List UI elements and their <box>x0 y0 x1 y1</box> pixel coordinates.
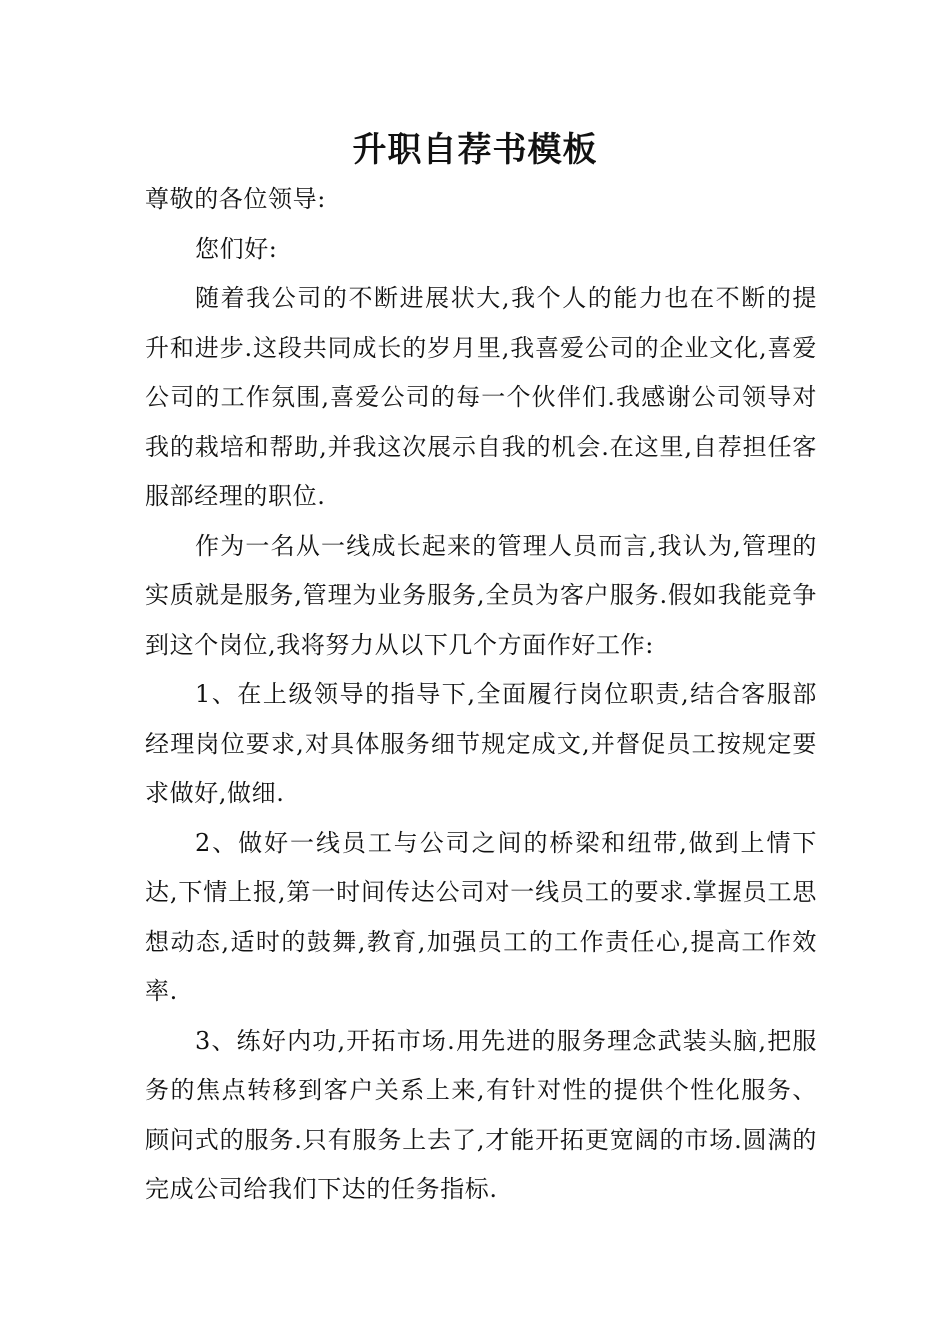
paragraph-item-1: 1、在上级领导的指导下,全面履行岗位职责,结合客服部经理岗位要求,对具体服务细节规定成文,并督促员工按规定要求做好,做细. <box>145 680 817 807</box>
salutation: 尊敬的各位领导: <box>145 185 326 213</box>
greeting: 您们好: <box>195 234 278 263</box>
paragraph-management-view: 作为一名从一线成长起来的管理人员而言,我认为,管理的实质就是服务,管理为业务服务,全员为客户服务.假如我能竞争到这个岗位,我将努力从以下几个方面作好工作: <box>145 531 817 659</box>
paragraph-intro: 随着我公司的不断进展状大,我个人的能力也在不断的提升和进步.这段共同成长的岁月里,我喜爱公司的企业文化,喜爱公司的工作氛围,喜爱公司的每一个伙伴们.我感谢公司领导对我的栽培和帮助,并我这次展示自我的机会.在这里,自荐担任客服部经理的职位. <box>145 284 817 510</box>
paragraph-item-2: 2、做好一线员工与公司之间的桥梁和纽带,做到上情下达,下情上报,第一时间传达公司对一线员工的要求.掌握员工思想动态,适时的鼓舞,教育,加强员工的工作责任心,提高工作效率. <box>145 828 817 1005</box>
document-title: 升职自荐书模板 <box>352 130 598 170</box>
paragraph-item-3: 3、练好内功,开拓市场.用先进的服务理念武装头脑,把服务的焦点转移到客户关系上来,有针对性的提供个性化服务、顾问式的服务.只有服务上去了,才能开拓更宽阔的市场.圆满的完成公司给我们下达的任务指标. <box>145 1026 817 1203</box>
document-body <box>145 175 817 1215</box>
